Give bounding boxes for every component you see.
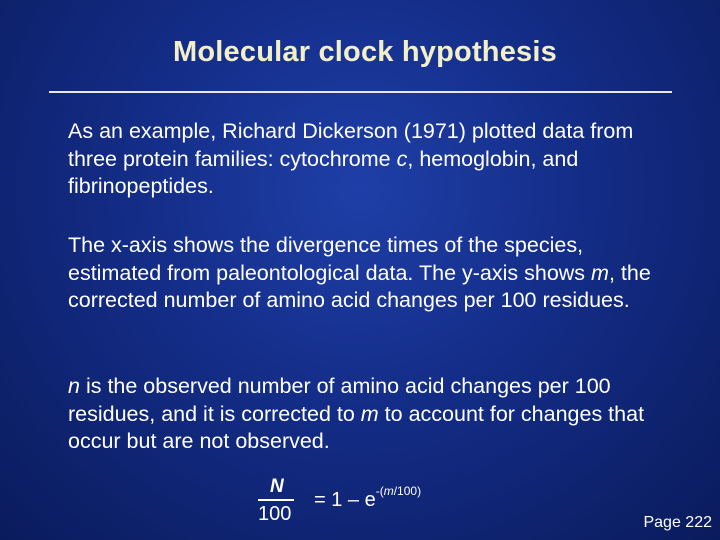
p3-text-b: to account for changes that occur but are not observed. (68, 401, 645, 453)
paragraph-correction (68, 373, 668, 456)
formula-rhs-base: = 1 – e (314, 489, 376, 511)
p2-text-b: , the corrected number of amino acid changes per 100 residues. (68, 260, 651, 312)
formula-rhs (314, 484, 422, 512)
p2-italic-m: m (591, 260, 609, 285)
formula-numerator: N (270, 476, 284, 497)
formula-exp-var: m (383, 484, 394, 498)
p3-text-a: is the observed number of amino acid changes per 100 residues, and it is corrected to (68, 374, 611, 426)
formula-fraction-bar (258, 499, 294, 501)
paragraph-example (68, 118, 668, 201)
correction-formula (258, 476, 478, 526)
page-number: Page 222 (643, 514, 712, 531)
paragraph-axes (68, 232, 668, 315)
formula-exp-close: /100) (393, 484, 422, 498)
formula-exp-open: -( (375, 484, 384, 498)
slide-title: Molecular clock hypothesis (173, 36, 557, 68)
p1-text-b: , hemoglobin, and fibrinopeptides. (68, 146, 579, 198)
p1-italic-c: c (396, 146, 408, 171)
p3-italic-m: m (360, 401, 379, 426)
p3-italic-n: n (68, 374, 80, 398)
p2-text-a: The x-axis shows the divergence times of the species, estimated from paleontological data. The y-axis shows (68, 233, 592, 285)
title-divider (49, 91, 672, 93)
formula-denominator: 100 (258, 503, 292, 525)
formula-exponent (376, 484, 421, 498)
p1-text-a: As an example, Richard Dickerson (1971) plotted data from three protein families: cytochrome (68, 119, 634, 171)
